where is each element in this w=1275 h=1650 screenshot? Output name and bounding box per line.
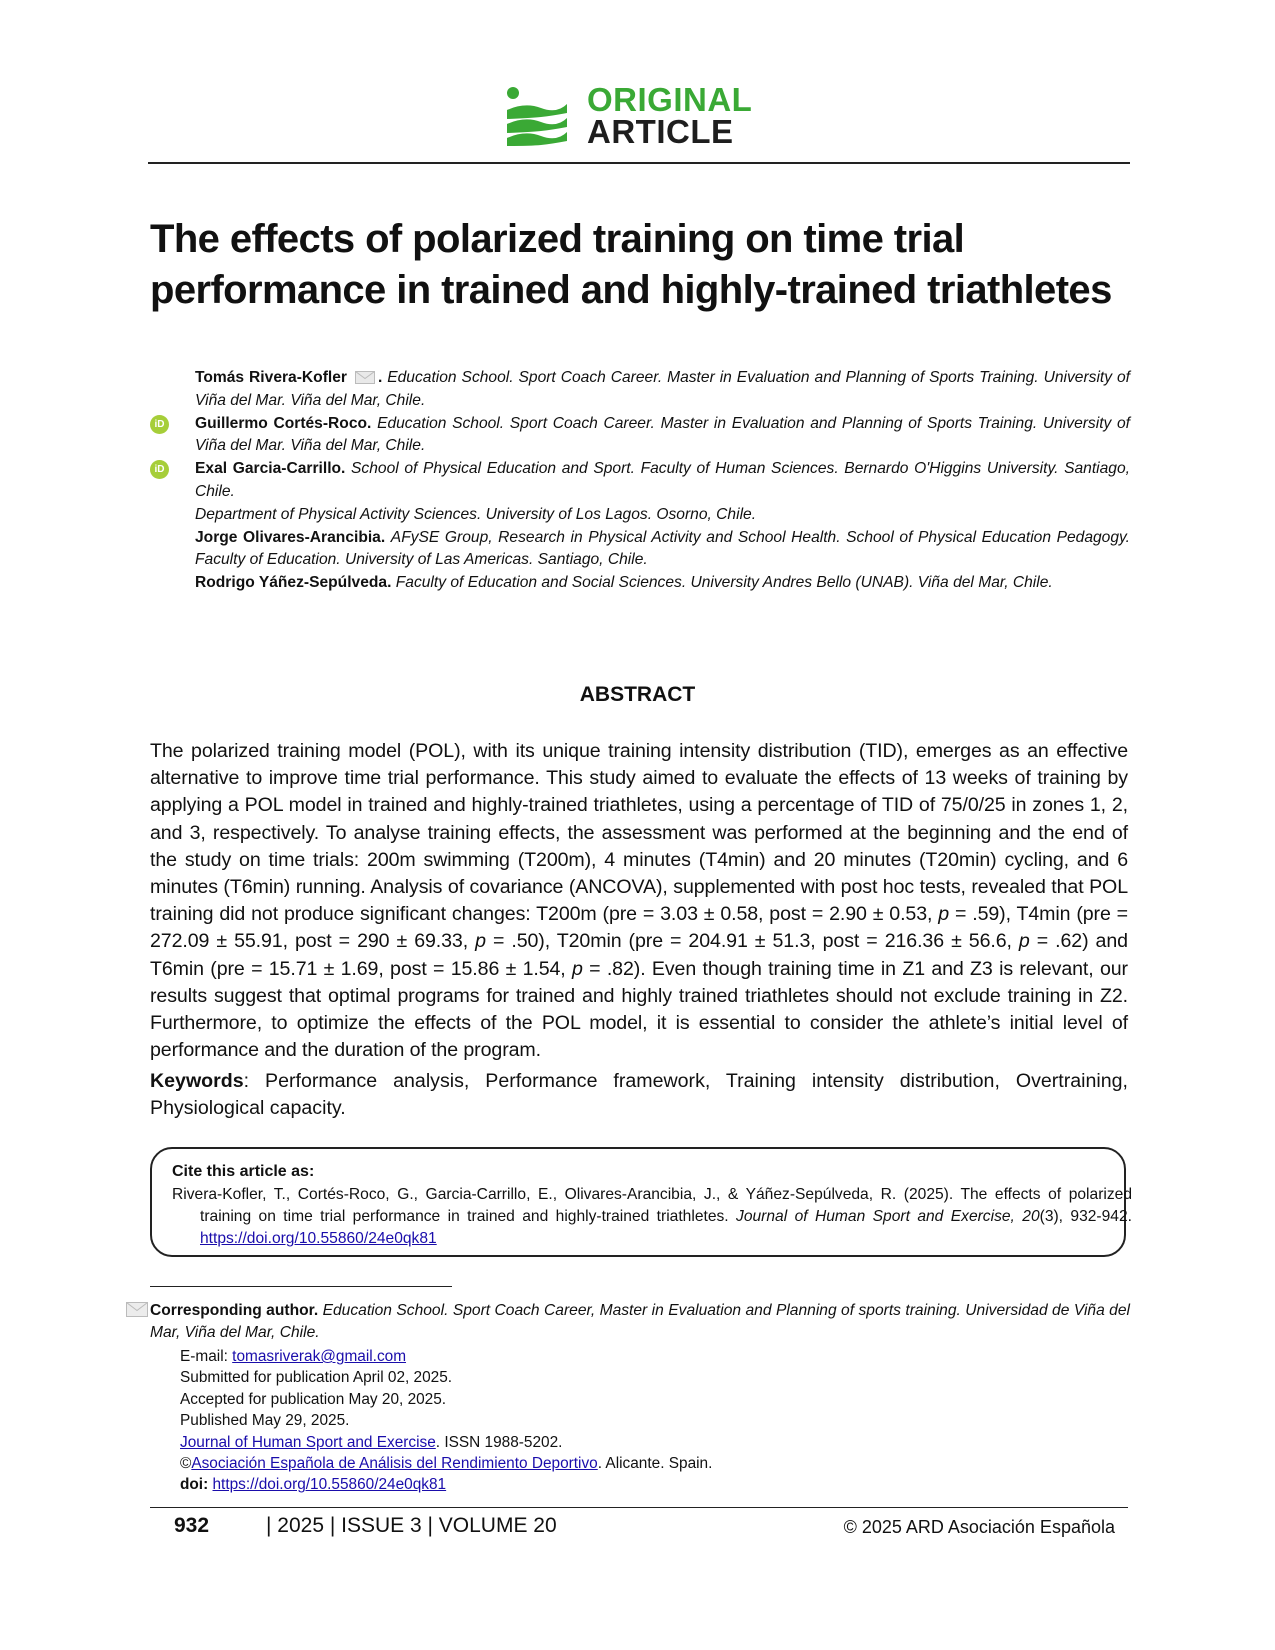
author-affiliation: Faculty of Education and Social Sciences. University Andres Bello (UNAB). Viña del Mar, Chile.: [395, 574, 1053, 592]
author-list: [154, 367, 1131, 595]
journal-link[interactable]: Journal of Human Sport and Exercise: [180, 1433, 436, 1451]
logo-stripes-icon: [505, 86, 569, 146]
footnote-divider: [150, 1286, 452, 1287]
orcid-icon[interactable]: iD: [150, 415, 169, 434]
author-affiliation-secondary: Department of Physical Activity Sciences. University of Los Lagos. Osorno, Chile.: [195, 505, 757, 523]
accepted-date: Accepted for publication May 20, 2025.: [180, 1390, 447, 1408]
page-number: 932: [174, 1514, 210, 1537]
author-entry: [195, 572, 1130, 595]
corresponding-label: Corresponding author.: [150, 1302, 319, 1319]
corresponding-affiliation: Education School. Sport Coach Career, Master in Evaluation and Planning of sports training. Universidad de Viña del Mar, Viña del Mar, Chile.: [150, 1302, 1130, 1341]
citation-text: Rivera-Kofler, T., Cortés-Roco, G., Garcia-Carrillo, E., Olivares-Arancibia, J., & Yáñez-Sepúlveda, R. (2025). The effects of polarized training on time trial performance in trained and highly-trained triathletes. Journal of Human Sport and Exercise, 20(3), 932-942. https://doi.org/10.55860/24e0qk81: [172, 1186, 1132, 1247]
author-affiliation: AFySE Group, Research in Physical Activity and School Health. School of Physical Education Pedagogy. Faculty of Education. University of Las Americas. Santiago, Chile.: [195, 528, 1130, 569]
orcid-icon[interactable]: iD: [150, 460, 169, 479]
issue-info: | 2025 | ISSUE 3 | VOLUME 20: [266, 1514, 557, 1537]
footer-divider: [150, 1507, 1128, 1508]
author-mark: .: [377, 369, 383, 386]
citation-heading: Cite this article as:: [172, 1163, 315, 1180]
keywords: [150, 1068, 1128, 1122]
author-affiliation: Education School. Sport Coach Career. Master in Evaluation and Planning of Sports Training. University of Viña del Mar. Viña del Mar, Chile.: [195, 369, 1130, 409]
publication-meta: E-mail: tomasriverak@gmail.com Submitted for publication April 02, 2025. Accepted for publication May 20, 2025. Published May 29, 2025. Journal of Human Sport and Exercise. ISSN 1988-5202. ©Asociación Española de Análisis del Rendimiento Deportivo. Alicante. Spain. doi: https://doi.org/10.55860/24e0qk81: [180, 1348, 713, 1494]
submitted-date: Submitted for publication April 02, 2025.: [180, 1369, 453, 1387]
email-link[interactable]: tomasriverak@gmail.com: [232, 1348, 407, 1365]
logo-line1: ORIGINAL: [587, 81, 753, 118]
published-date: Published May 29, 2025.: [180, 1412, 350, 1430]
citation-doi-link[interactable]: https://doi.org/10.55860/24e0qk81: [200, 1230, 437, 1247]
author-entry: [195, 367, 1130, 413]
author-affiliation: Education School. Sport Coach Career. Master in Evaluation and Planning of Sports Training. University of Viña del Mar. Viña del Mar, Chile.: [195, 414, 1131, 455]
author-entry: [154, 458, 1130, 504]
citation-box: [150, 1147, 1132, 1257]
keywords-list: : Performance analysis, Performance framework, Training intensity distribution, Overtraining, Physiological capacity.: [150, 1070, 1128, 1120]
journal-logo: [505, 81, 785, 156]
author-affiliation: School of Physical Education and Sport. Faculty of Human Sciences. Bernardo O'Higgins University. Santiago, Chile.: [195, 460, 1130, 500]
author-name: Guillermo Cortés-Roco.: [195, 414, 372, 432]
envelope-icon[interactable]: [355, 371, 375, 384]
abstract-heading: ABSTRACT: [579, 683, 696, 706]
author-name: Exal Garcia-Carrillo.: [195, 460, 346, 478]
association-link[interactable]: Asociación Española de Análisis del Rendimiento Deportivo: [191, 1455, 598, 1473]
keywords-label: Keywords: [150, 1070, 244, 1092]
author-entry: [195, 504, 1130, 527]
author-entry: [195, 527, 1130, 573]
logo-line2: ARTICLE: [587, 113, 734, 150]
envelope-icon: [126, 1302, 148, 1317]
article-title: The effects of polarized training on time trial performance in trained and highly-trained triathletes: [150, 217, 1112, 312]
corresponding-author: [150, 1300, 1130, 1344]
abstract-text: The polarized training model (POL), with its unique training intensity distribution (TID), emerges as an effective alternative to improve time trial performance. This study aimed to evaluate the effects of 13 weeks of training by applying a POL model in trained and highly-trained triathletes, using a percentage of TID of 75/0/25 in zones 1, 2, and 3, respectively. To analyse training effects, the assessment was performed at the beginning and the end of the study on time trials: 200m swimming (T200m), 4 minutes (T4min) and 20 minutes (T20min) cycling, and 6 minutes (T6min) running. Analysis of covariance (ANCOVA), supplemented with post hoc tests, revealed that POL training did not produce significant changes: T200m (pre = 3.03 ± 0.58, post = 2.90 ± 0.53, p = .59), T4min (pre = 272.09 ± 55.91, post = 290 ± 69.33, p = .50), T20min (pre = 204.91 ± 51.3, post = 216.36 ± 56.6, p = .62) and T6min (pre = 15.71 ± 1.69, post = 15.86 ± 1.54, p = .82). Even though training time in Z1 and Z3 is relevant, our results suggest that optimal programs for trained and highly trained triathletes should not exclude training in Z2. Furthermore, to optimize the effects of the POL model, it is essential to consider the athlete’s initial level of performance and the duration of the program.: [150, 740, 1129, 1062]
author-name: Rodrigo Yáñez-Sepúlveda.: [195, 574, 392, 592]
author-entry: [154, 413, 1131, 459]
doi-link[interactable]: https://doi.org/10.55860/24e0qk81: [212, 1476, 447, 1494]
footer-copyright: © 2025 ARD Asociación Española: [843, 1517, 1115, 1537]
header-divider: [148, 162, 1130, 164]
author-name: Jorge Olivares-Arancibia.: [195, 528, 386, 546]
author-name: Tomás Rivera-Kofler: [195, 369, 347, 386]
